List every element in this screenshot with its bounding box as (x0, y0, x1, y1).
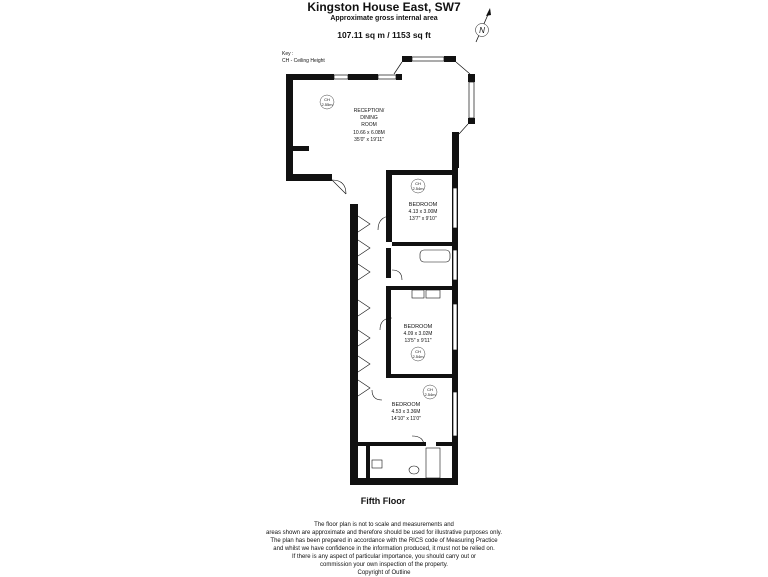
disclaimer-line: and whilst we have confidence in the information produced, it must not be relied on. (273, 546, 495, 552)
disclaimer-line: areas shown are approximate and therefore should be used for illustrative purposes only. (265, 530, 503, 536)
page-title: Kingston House East, SW7 (307, 0, 461, 14)
bedroom2-ch-value: 2.54m (412, 354, 424, 359)
compass-letter: N (479, 26, 485, 35)
bedroom1-metric: 4.13 x 3.00M (408, 209, 438, 215)
reception-name-2: DINING (360, 115, 378, 121)
bedroom3-label (391, 385, 437, 422)
walls (286, 56, 475, 485)
reception-imperial: 35'0" x 19'11" (354, 137, 384, 143)
key-heading: Key : (282, 51, 294, 57)
reception-ch-value: 2.55m (321, 102, 333, 107)
reception-label (320, 95, 385, 143)
reception-name-3: ROOM (361, 122, 377, 128)
bedroom1-imperial: 13'7" x 9'10" (409, 216, 437, 222)
disclaimer-line: Copyright of Outline (357, 570, 411, 576)
reception-metric: 10.66 x 6.08M (353, 130, 385, 136)
bedroom2-metric: 4.09 x 3.02M (403, 331, 433, 337)
disclaimer-line: The floor plan is not to scale and measurements and (314, 522, 454, 528)
area-subtitle: Approximate gross internal area (330, 15, 438, 22)
bedroom3-imperial: 14'10" x 11'0" (391, 416, 421, 422)
reception-name-1: RECEPTION/ (353, 108, 385, 114)
bedroom2-ch-label: CH (415, 349, 421, 354)
bedroom2-label (404, 324, 433, 361)
disclaimer-line: If there is any aspect of particular importance, you should carry out or (291, 554, 477, 560)
floor-label: Fifth Floor (360, 496, 406, 506)
key-item: CH - Ceiling Height (282, 58, 325, 64)
bedroom1-ch-value: 2.54m (412, 186, 424, 191)
disclaimer-line: commission your own inspection of the property. (320, 562, 448, 568)
bedroom3-name: BEDROOM (391, 402, 421, 408)
bedroom1-label (409, 179, 438, 222)
bedroom3-metric: 4.53 x 3.36M (391, 409, 421, 415)
bedroom2-name: BEDROOM (403, 324, 433, 330)
bedroom1-ch-label: CH (415, 181, 421, 186)
area-value: 107.11 sq m / 1153 sq ft (337, 30, 431, 40)
reception-ch-label: CH (324, 97, 330, 102)
disclaimer-line: The plan has been prepared in accordance with the RICS code of Measuring Practice (270, 538, 498, 544)
bedroom1-name: BEDROOM (408, 202, 438, 208)
bedroom3-ch-label: CH (427, 387, 433, 392)
bedroom3-ch-value: 2.54m (424, 392, 436, 397)
disclaimer (234, 521, 534, 577)
bedroom2-imperial: 13'5" x 9'11" (404, 338, 432, 344)
